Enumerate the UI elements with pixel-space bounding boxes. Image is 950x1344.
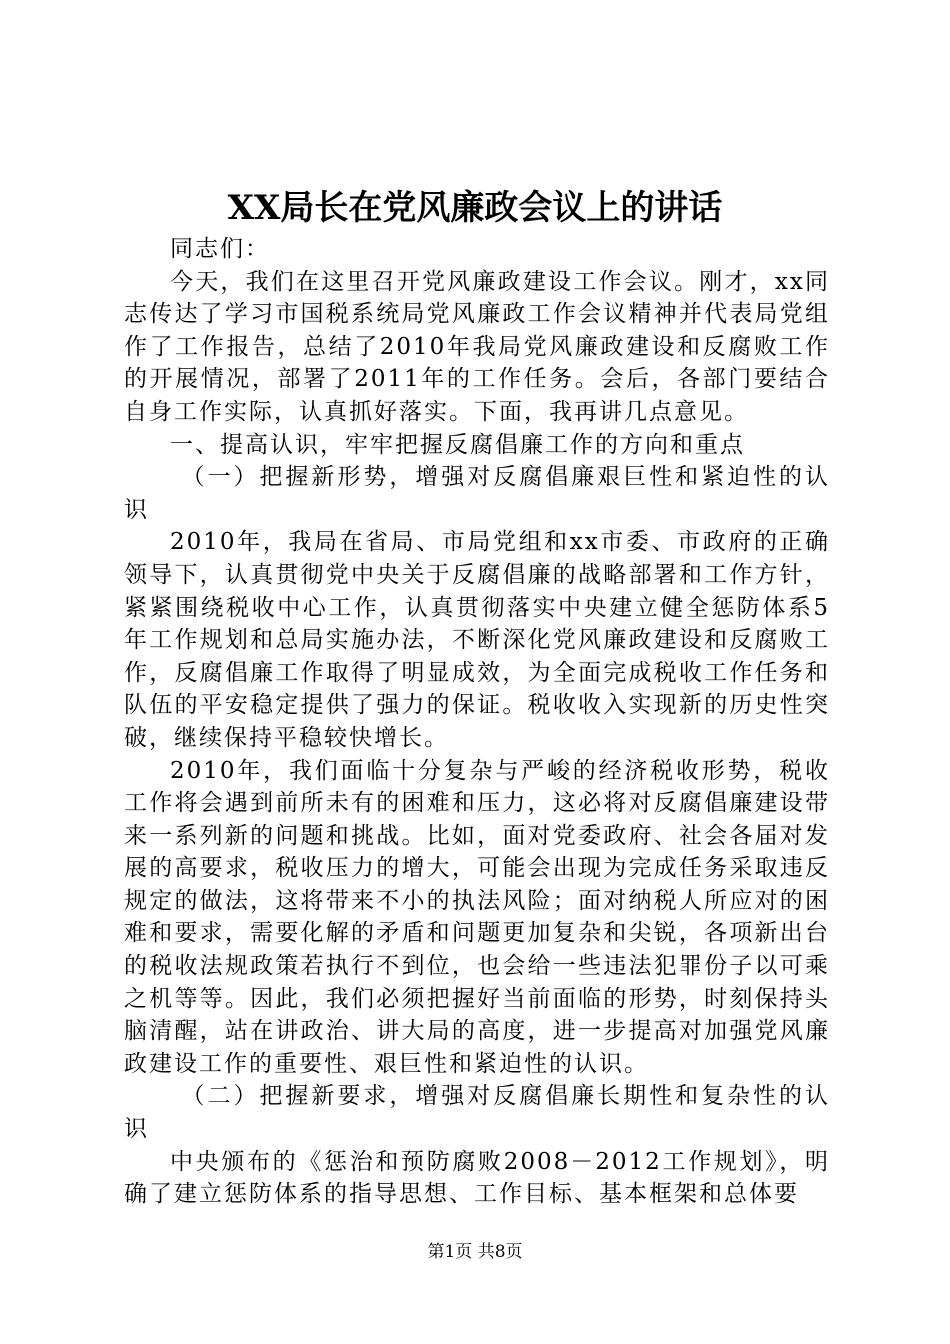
subsection-heading-1: （一）把握新形势，增强对反腐倡廉艰巨性和紧迫性的认识 [124, 464, 830, 523]
document-title: XX局长在党风廉政会议上的讲话 [227, 188, 723, 228]
paragraph-2010-challenges: 2010年，我们面临十分复杂与严峻的经济税收形势，税收工作将会遇到前所未有的困难和压力，这必将对反腐倡廉建设带来一系列新的问题和挑战。比如，面对党委政府、社会各届对发展的高要求，税收压力的增大，可能会出现为完成任务采取违反规定的做法，这将带来不小的执法风险；面对纳税人所应对的困难和要求，需要化解的矛盾和问题更加复杂和尖锐，各项新出台的税收法规政策若执行不到位，也会给一些违法犯罪份子以可乘之机等等。因此，我们必须把握好当前面临的形势，时刻保持头脑清醒，站在讲政治、讲大局的高度，进一步提高对加强党风廉政建设工作的重要性、艰巨性和紧迫性的认识。 [124, 757, 830, 1077]
paragraph-central-plan: 中央颁布的《惩治和预防腐败2008－2012工作规划》，明确了建立惩防体系的指导思想、工作目标、基本框架和总体要 [124, 1148, 830, 1208]
subsection-heading-2: （二）把握新要求，增强对反腐倡廉长期性和复杂性的认识 [124, 1083, 830, 1143]
document-body [124, 233, 830, 1211]
salutation: 同志们： [170, 236, 270, 262]
paragraph-intro: 今天，我们在这里召开党风廉政建设工作会议。刚才，xx同志传达了学习市国税系统局党风廉政工作会议精神并代表局党组作了工作报告，总结了2010年我局党风廉政建设和反腐败工作的开展情况，部署了2011年的工作任务。会后，各部门要结合自身工作实际，认真抓好落实。下面，我再讲几点意见。 [124, 268, 830, 425]
paragraph-2010-achievements: 2010年，我局在省局、市局党组和xx市委、市政府的正确领导下，认真贯彻党中央关于反腐倡廉的战略部署和工作方针，紧紧围绕税收中心工作，认真贯彻落实中央建立健全惩防体系5年工作规划和总局实施办法，不断深化党风廉政建设和反腐败工作，反腐倡廉工作取得了明显成效，为全面完成税收工作任务和队伍的平安稳定提供了强力的保证。税收收入实现新的历史性突破，继续保持平稳较快增长。 [124, 529, 830, 751]
section-heading-1: 一、提高认识，牢牢把握反腐倡廉工作的方向和重点 [170, 431, 745, 458]
page-footer: 第1页 共8页 [427, 1242, 523, 1262]
